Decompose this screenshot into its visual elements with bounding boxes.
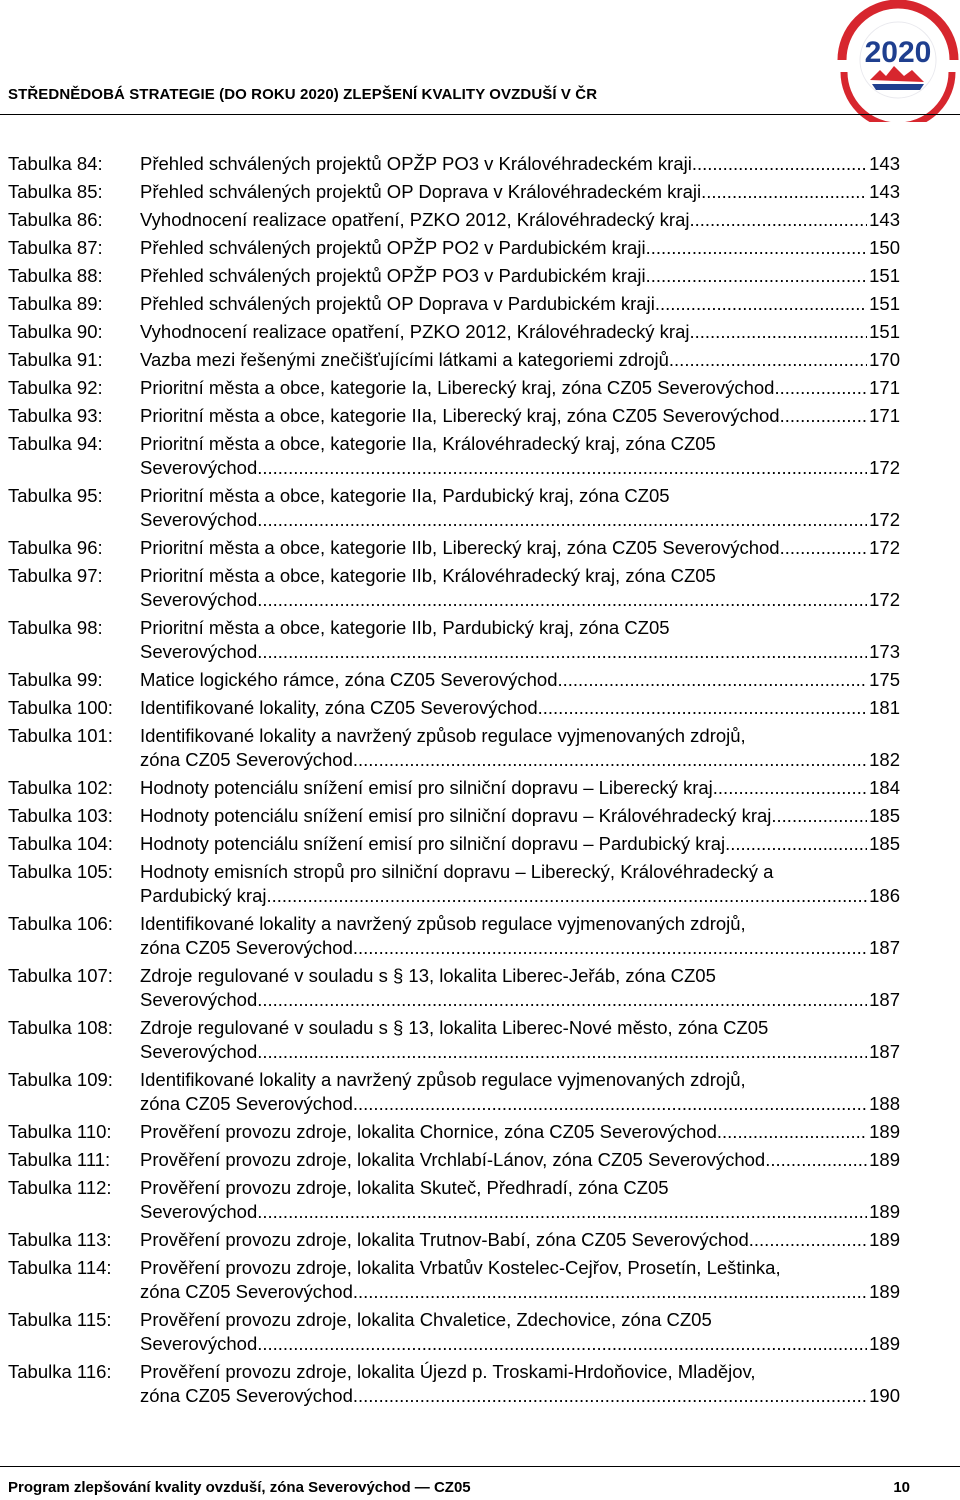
- toc-leader-dots: [257, 588, 867, 612]
- toc-entry-label: Tabulka 110:: [8, 1121, 112, 1142]
- toc-entry-title: Prioritní města a obce, kategorie IIa, Liberecký kraj, zóna CZ05 Severovýchod: [140, 405, 780, 426]
- toc-entry[interactable]: [8, 1360, 900, 1408]
- toc-entry-title-continued: Severovýchod: [140, 1201, 258, 1222]
- toc-entry-title: Identifikované lokality a navržený způsob regulace vyjmenovaných zdrojů,: [140, 1069, 746, 1090]
- toc-entry-title: Přehled schválených projektů OP Doprava v Královéhradeckém kraji: [140, 181, 702, 202]
- toc-leader-dots: [692, 152, 867, 176]
- toc-entry[interactable]: [8, 1068, 900, 1116]
- toc-entry-label: Tabulka 113:: [8, 1229, 112, 1250]
- toc-leader-dots: [266, 884, 867, 908]
- toc-leader-dots: [353, 748, 867, 772]
- toc-entry[interactable]: [8, 1148, 900, 1172]
- toc-entry[interactable]: [8, 1228, 900, 1252]
- toc-entry-title: Přehled schválených projektů OPŽP PO3 v Královéhradeckém kraji: [140, 153, 692, 174]
- toc-entry-page: 185: [869, 833, 900, 854]
- toc-entry-page: 184: [869, 777, 900, 798]
- toc-entry-label: Tabulka 111:: [8, 1149, 111, 1170]
- toc-entry[interactable]: [8, 292, 900, 316]
- toc-entry-title: Přehled schválených projektů OPŽP PO3 v Pardubickém kraji: [140, 265, 646, 286]
- toc-leader-dots: [538, 696, 868, 720]
- toc-leader-dots: [257, 1040, 867, 1064]
- toc-leader-dots: [669, 348, 867, 372]
- toc-leader-dots: [557, 668, 867, 692]
- toc-entry-page: 172: [869, 509, 900, 530]
- toc-entry-label: Tabulka 103:: [8, 805, 113, 826]
- toc-leader-dots: [749, 1228, 867, 1252]
- toc-entry-page: 171: [869, 377, 900, 398]
- toc-entry-label: Tabulka 115:: [8, 1309, 112, 1330]
- toc-entry-label: Tabulka 90:: [8, 321, 103, 342]
- toc-entry-page: 189: [869, 1149, 900, 1170]
- toc-entry-title-continued: Severovýchod: [140, 1333, 258, 1354]
- toc-entry[interactable]: [8, 964, 900, 1012]
- toc-entry-title: Vyhodnocení realizace opatření, PZKO 2012, Královéhradecký kraj: [140, 209, 690, 230]
- toc-entry[interactable]: [8, 376, 900, 400]
- toc-entry-page: 170: [869, 349, 900, 370]
- toc-entry-label: Tabulka 93:: [8, 405, 103, 426]
- toc-entry-title: Zdroje regulované v souladu s § 13, lokalita Liberec-Nové město, zóna CZ05: [140, 1017, 769, 1038]
- toc-entry-title: Přehled schválených projektů OPŽP PO2 v Pardubickém kraji: [140, 237, 646, 258]
- toc-entry-label: Tabulka 99:: [8, 669, 103, 690]
- toc-entry-page: 189: [869, 1281, 900, 1302]
- toc-leader-dots: [780, 404, 868, 428]
- toc-entry[interactable]: [8, 668, 900, 692]
- toc-leader-dots: [701, 180, 867, 204]
- toc-entry-title-continued: Severovýchod: [140, 989, 258, 1010]
- toc-entry-title: Matice logického rámce, zóna CZ05 Severovýchod: [140, 669, 558, 690]
- toc-entry[interactable]: [8, 236, 900, 260]
- toc-leader-dots: [725, 832, 867, 856]
- toc-entry[interactable]: [8, 776, 900, 800]
- toc-entry-page: 143: [869, 181, 900, 202]
- toc-entry[interactable]: [8, 1176, 900, 1224]
- toc-leader-dots: [353, 1384, 867, 1408]
- toc-entry-title-continued: zóna CZ05 Severovýchod: [140, 749, 353, 770]
- toc-entry-title: Hodnoty potenciálu snížení emisí pro silniční dopravu – Liberecký kraj: [140, 777, 713, 798]
- toc-entry[interactable]: [8, 1308, 900, 1356]
- toc-entry-title: Identifikované lokality a navržený způsob regulace vyjmenovaných zdrojů,: [140, 913, 746, 934]
- toc-leader-dots: [257, 1332, 867, 1356]
- toc-entry-title: Vyhodnocení realizace opatření, PZKO 2012, Královéhradecký kraj: [140, 321, 690, 342]
- toc-leader-dots: [257, 456, 867, 480]
- toc-entry-label: Tabulka 95:: [8, 485, 103, 506]
- toc-entry[interactable]: [8, 348, 900, 372]
- toc-entry-title-continued: zóna CZ05 Severovýchod: [140, 1093, 353, 1114]
- toc-entry-title: Prověření provozu zdroje, lokalita Vrchlabí-Lánov, zóna CZ05 Severovýchod: [140, 1149, 766, 1170]
- toc-entry-title-continued: Severovýchod: [140, 509, 258, 530]
- toc-entry-page: 151: [869, 293, 900, 314]
- toc-entry-label: Tabulka 96:: [8, 537, 103, 558]
- toc-entry-page: 151: [869, 321, 900, 342]
- toc-leader-dots: [257, 640, 867, 664]
- toc-entry-title: Prioritní města a obce, kategorie IIa, Pardubický kraj, zóna CZ05: [140, 485, 670, 506]
- toc-leader-dots: [257, 1200, 867, 1224]
- toc-entry[interactable]: [8, 912, 900, 960]
- toc-leader-dots: [646, 236, 868, 260]
- toc-entry-label: Tabulka 91:: [8, 349, 103, 370]
- toc-entry-label: Tabulka 116:: [8, 1361, 112, 1382]
- toc-entry-label: Tabulka 102:: [8, 777, 113, 798]
- toc-entry[interactable]: [8, 536, 900, 560]
- header-divider: [0, 114, 960, 115]
- toc-leader-dots: [257, 508, 867, 532]
- toc-entry[interactable]: [8, 404, 900, 428]
- footer-divider: [0, 1466, 960, 1467]
- toc-entry-page: 189: [869, 1121, 900, 1142]
- toc-entry-title-continued: Severovýchod: [140, 641, 258, 662]
- toc-leader-dots: [689, 208, 867, 232]
- toc-entry-title: Identifikované lokality a navržený způsob regulace vyjmenovaných zdrojů,: [140, 725, 746, 746]
- toc-entry-label: Tabulka 114:: [8, 1257, 112, 1278]
- toc-leader-dots: [771, 804, 867, 828]
- toc-entry-page: 189: [869, 1333, 900, 1354]
- toc-entry-title-continued: Severovýchod: [140, 457, 258, 478]
- toc-leader-dots: [353, 1092, 867, 1116]
- toc-leader-dots: [257, 988, 867, 1012]
- toc-entry-page: 187: [869, 1041, 900, 1062]
- toc-entry-title: Prioritní města a obce, kategorie IIa, Královéhradecký kraj, zóna CZ05: [140, 433, 716, 454]
- toc-leader-dots: [774, 376, 867, 400]
- toc-entry[interactable]: [8, 320, 900, 344]
- toc-entry-page: 186: [869, 885, 900, 906]
- toc-entry-title-continued: zóna CZ05 Severovýchod: [140, 937, 353, 958]
- toc-entry-title-continued: Severovýchod: [140, 589, 258, 610]
- toc-entry-label: Tabulka 88:: [8, 265, 103, 286]
- footer-program-title: Program zlepšování kvality ovzduší, zóna Severovýchod — CZ05: [8, 1479, 471, 1496]
- toc-leader-dots: [780, 536, 868, 560]
- toc-entry[interactable]: [8, 724, 900, 772]
- toc-entry-page: 175: [869, 669, 900, 690]
- toc-entry-title-continued: Severovýchod: [140, 1041, 258, 1062]
- toc-entry-page: 188: [869, 1093, 900, 1114]
- toc-entry[interactable]: [8, 180, 900, 204]
- toc-entry-title: Hodnoty emisních stropů pro silniční dopravu – Liberecký, Královéhradecký a: [140, 861, 774, 882]
- toc-leader-dots: [765, 1148, 867, 1172]
- toc-entry-label: Tabulka 112:: [8, 1177, 112, 1198]
- toc-entry-label: Tabulka 98:: [8, 617, 103, 638]
- toc-entry[interactable]: [8, 860, 900, 908]
- toc-entry-label: Tabulka 89:: [8, 293, 103, 314]
- toc-entry[interactable]: [8, 1016, 900, 1064]
- toc-leader-dots: [646, 264, 868, 288]
- toc-entry-title: Vazba mezi řešenými znečišťujícími látkami a kategoriemi zdrojů: [140, 349, 669, 370]
- toc-entry[interactable]: [8, 564, 900, 612]
- toc-entry-label: Tabulka 92:: [8, 377, 103, 398]
- toc-entry[interactable]: [8, 616, 900, 664]
- toc-entry[interactable]: [8, 1120, 900, 1144]
- toc-entry-title: Prověření provozu zdroje, lokalita Újezd p. Troskami-Hrdoňovice, Mladějov,: [140, 1361, 756, 1382]
- toc-entry[interactable]: [8, 696, 900, 720]
- toc-entry-label: Tabulka 104:: [8, 833, 113, 854]
- toc-entry[interactable]: [8, 264, 900, 288]
- toc-entry-page: 189: [869, 1201, 900, 1222]
- toc-leader-dots: [353, 936, 867, 960]
- toc-entry-title: Přehled schválených projektů OP Doprava v Pardubickém kraji: [140, 293, 655, 314]
- table-of-tables: [8, 152, 900, 1412]
- toc-entry-page: 181: [869, 697, 900, 718]
- toc-entry[interactable]: [8, 432, 900, 480]
- toc-entry-title: Identifikované lokality, zóna CZ05 Severovýchod: [140, 697, 538, 718]
- toc-entry-title: Prioritní města a obce, kategorie Ia, Liberecký kraj, zóna CZ05 Severovýchod: [140, 377, 775, 398]
- toc-leader-dots: [689, 320, 867, 344]
- toc-entry-page: 189: [869, 1229, 900, 1250]
- footer-page-number: 10: [893, 1479, 910, 1496]
- toc-entry-title: Prověření provozu zdroje, lokalita Chornice, zóna CZ05 Severovýchod: [140, 1121, 717, 1142]
- toc-entry-title-continued: zóna CZ05 Severovýchod: [140, 1281, 353, 1302]
- toc-entry-title: Hodnoty potenciálu snížení emisí pro silniční dopravu – Královéhradecký kraj: [140, 805, 772, 826]
- toc-entry-label: Tabulka 87:: [8, 237, 103, 258]
- toc-entry-page: 171: [869, 405, 900, 426]
- toc-entry-page: 187: [869, 937, 900, 958]
- toc-entry-title: Prověření provozu zdroje, lokalita Skuteč, Předhradí, zóna CZ05: [140, 1177, 669, 1198]
- toc-entry-title: Prioritní města a obce, kategorie IIb, Královéhradecký kraj, zóna CZ05: [140, 565, 716, 586]
- toc-entry-page: 172: [869, 457, 900, 478]
- toc-entry-title-continued: zóna CZ05 Severovýchod: [140, 1385, 353, 1406]
- toc-entry[interactable]: [8, 484, 900, 532]
- toc-entry-page: 143: [869, 209, 900, 230]
- toc-entry-label: Tabulka 85:: [8, 181, 103, 202]
- header-title: STŘEDNĚDOBÁ STRATEGIE (DO ROKU 2020) ZLEPŠENÍ KVALITY OVZDUŠÍ V ČR: [8, 86, 598, 103]
- toc-entry-label: Tabulka 94:: [8, 433, 103, 454]
- toc-entry-label: Tabulka 100:: [8, 697, 113, 718]
- toc-entry-page: 172: [869, 589, 900, 610]
- toc-entry-page: 187: [869, 989, 900, 1010]
- toc-entry[interactable]: [8, 208, 900, 232]
- toc-entry-label: Tabulka 101:: [8, 725, 113, 746]
- toc-entry-label: Tabulka 97:: [8, 565, 103, 586]
- toc-entry-title: Prověření provozu zdroje, lokalita Trutnov-Babí, zóna CZ05 Severovýchod: [140, 1229, 749, 1250]
- toc-entry-label: Tabulka 107:: [8, 965, 113, 986]
- toc-entry-page: 172: [869, 537, 900, 558]
- toc-entry-page: 173: [869, 641, 900, 662]
- toc-entry-label: Tabulka 106:: [8, 913, 113, 934]
- toc-entry-title: Hodnoty potenciálu snížení emisí pro silniční dopravu – Pardubický kraj: [140, 833, 726, 854]
- toc-entry-title: Prověření provozu zdroje, lokalita Chvaletice, Zdechovice, zóna CZ05: [140, 1309, 712, 1330]
- toc-entry-label: Tabulka 108:: [8, 1017, 113, 1038]
- toc-entry[interactable]: [8, 1256, 900, 1304]
- toc-entry[interactable]: [8, 152, 900, 176]
- toc-entry-title: Prověření provozu zdroje, lokalita Vrbatův Kostelec-Cejřov, Prosetín, Leštinka,: [140, 1257, 781, 1278]
- toc-leader-dots: [713, 776, 867, 800]
- toc-entry-page: 143: [869, 153, 900, 174]
- toc-entry-title-continued: Pardubický kraj: [140, 885, 267, 906]
- toc-leader-dots: [717, 1120, 867, 1144]
- toc-entry-title: Prioritní města a obce, kategorie IIb, Pardubický kraj, zóna CZ05: [140, 617, 670, 638]
- toc-entry[interactable]: [8, 804, 900, 828]
- toc-entry[interactable]: [8, 832, 900, 856]
- toc-entry-title: Prioritní města a obce, kategorie IIb, Liberecký kraj, zóna CZ05 Severovýchod: [140, 537, 780, 558]
- toc-leader-dots: [353, 1280, 867, 1304]
- toc-entry-label: Tabulka 105:: [8, 861, 113, 882]
- toc-leader-dots: [655, 292, 867, 316]
- toc-entry-page: 151: [869, 265, 900, 286]
- toc-entry-page: 185: [869, 805, 900, 826]
- toc-entry-label: Tabulka 109:: [8, 1069, 113, 1090]
- toc-entry-page: 150: [869, 237, 900, 258]
- toc-entry-title: Zdroje regulované v souladu s § 13, lokalita Liberec-Jeřáb, zóna CZ05: [140, 965, 716, 986]
- toc-entry-page: 190: [869, 1385, 900, 1406]
- toc-entry-label: Tabulka 84:: [8, 153, 103, 174]
- toc-entry-page: 182: [869, 749, 900, 770]
- logo-year: 2020: [864, 36, 932, 69]
- toc-entry-label: Tabulka 86:: [8, 209, 103, 230]
- strategy-logo: [812, 0, 960, 122]
